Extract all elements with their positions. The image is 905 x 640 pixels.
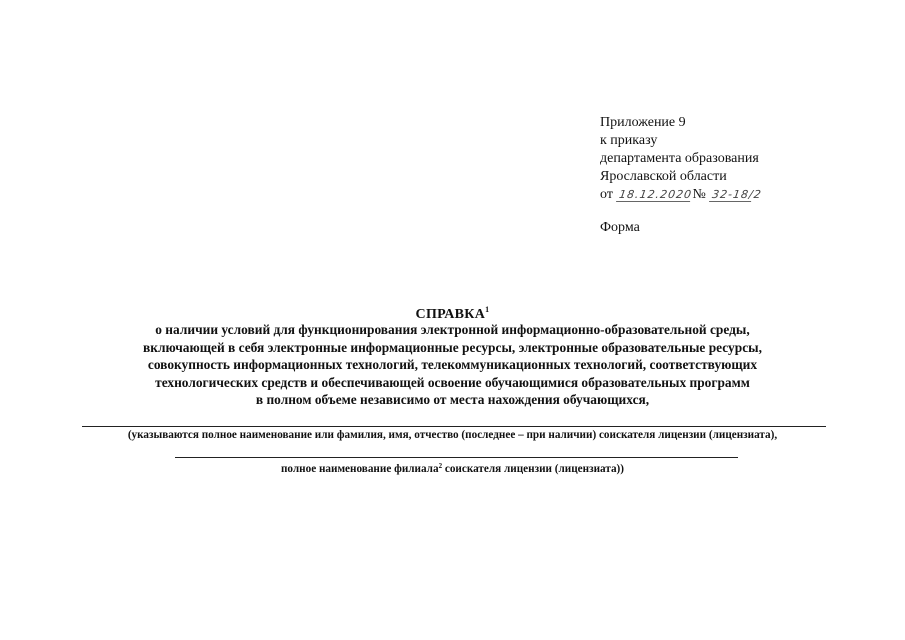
title-footnote-mark: 1 (485, 305, 490, 314)
note-2-text-before: полное наименование филиала (280, 463, 439, 475)
title-text: СПРАВКА (415, 307, 486, 322)
number-label: № (692, 187, 706, 202)
appendix-region: Ярославской области (600, 169, 727, 184)
description-line-2: включающей в себя электронные информационные ресурсы, электронные образовательные ресурсы, (143, 339, 762, 355)
note-2-footnote-mark: 2 (438, 462, 443, 470)
description-line-1: о наличии условий для функционирования электронной информационно-образовательной среды, (155, 322, 750, 337)
description-line-4: технологических средств и обеспечивающей освоение обучающимися образовательных программ (155, 374, 750, 390)
handwritten-number: 32-18/2 (709, 188, 753, 202)
form-label: Форма (600, 220, 640, 235)
appendix-block (600, 114, 763, 204)
document-description (0, 321, 905, 409)
fill-in-note-1: (указываются полное наименование или фамилия, имя, отчество (последнее – при наличии) соискателя лицензии (лицензиата), (127, 429, 778, 441)
from-label: от (600, 187, 613, 202)
handwritten-date: 18.12.2020 (616, 188, 692, 202)
note-2-text-after: соискателя лицензии (лицензиата)) (442, 463, 624, 475)
fill-in-line-2 (175, 457, 738, 458)
appendix-department: департамента образования (600, 151, 759, 166)
appendix-date-line (600, 186, 763, 204)
appendix-number: Приложение 9 (600, 115, 686, 130)
fill-in-line-1 (82, 426, 826, 427)
appendix-order-ref: к приказу (600, 133, 658, 148)
description-line-5: в полном объеме независимо от места нахождения обучающихся, (255, 392, 650, 408)
description-line-3: совокупность информационных технологий, телекоммуникационных технологий, соответствующих (147, 357, 758, 373)
fill-in-note-2 (0, 462, 905, 475)
